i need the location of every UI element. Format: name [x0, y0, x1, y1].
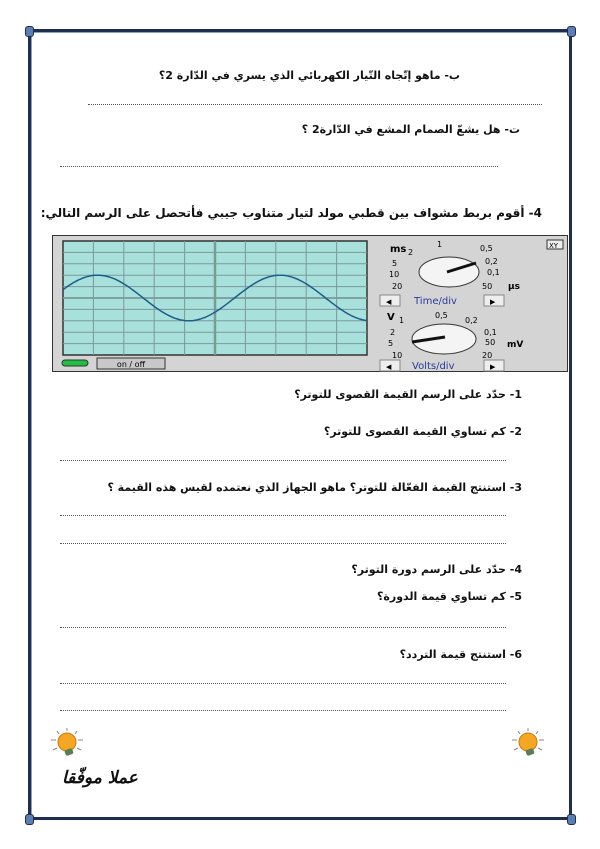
svg-text:0,5: 0,5	[435, 311, 448, 320]
border-corner	[25, 814, 34, 825]
svg-text:◀: ◀	[386, 298, 392, 306]
answer-line[interactable]	[60, 683, 506, 684]
svg-text:5: 5	[392, 259, 398, 268]
border-corner	[567, 814, 576, 825]
xy-label: XY	[549, 242, 559, 250]
volts-knob	[412, 324, 476, 354]
svg-text:0,1: 0,1	[484, 328, 497, 337]
svg-text:5: 5	[388, 339, 394, 348]
volts-div-label: Volts/div	[412, 361, 455, 372]
answer-line[interactable]	[60, 710, 506, 711]
time-div-label: Time/div	[414, 296, 457, 307]
question-t: ت- هل يشعّ الصمام المشع في الدّارة2 ؟	[301, 123, 520, 136]
svg-text:20: 20	[482, 351, 493, 360]
svg-text:◀: ◀	[386, 363, 392, 371]
answer-line[interactable]	[60, 627, 506, 628]
power-led	[62, 360, 88, 366]
item-6: 6- استنتج قيمة التردد؟	[399, 648, 522, 661]
svg-text:2: 2	[408, 248, 414, 257]
volt-unit-mv: mV	[507, 340, 524, 350]
border-corner	[25, 26, 34, 37]
svg-text:10: 10	[389, 270, 400, 279]
item-4: 4- حدّد على الرسم دورة التوتر؟	[351, 563, 522, 576]
svg-text:50: 50	[485, 338, 496, 347]
svg-text:▶: ▶	[490, 298, 496, 306]
lightbulb-icon	[511, 728, 545, 760]
lightbulb-icon	[50, 728, 84, 760]
oscilloscope-image	[52, 235, 568, 372]
item-5: 5- كم تساوي قيمة الدورة؟	[377, 590, 522, 603]
svg-text:20: 20	[392, 282, 403, 291]
answer-line[interactable]	[60, 515, 506, 516]
item-2: 2- كم تساوي القيمة القصوى للتوتر؟	[323, 425, 522, 438]
border-corner	[567, 26, 576, 37]
answer-line[interactable]	[88, 104, 542, 105]
svg-text:0,5: 0,5	[480, 244, 493, 253]
exercise-4-title: 4- أقوم بربط مشواف بين قطبي مولد لتيار متناوب جيبي فأتحصل على الرسم التالي:	[40, 206, 542, 220]
power-button-label: on / off	[116, 360, 146, 369]
footer-good-luck: عملا موفّقا	[62, 768, 138, 788]
svg-text:▶: ▶	[490, 363, 496, 371]
time-unit-ms: ms	[390, 244, 407, 255]
svg-text:10: 10	[392, 351, 403, 360]
item-3: 3- استنتج القيمة الفعّالة للتوتر؟ ماهو الجهاز الذي نعتمده لقيس هذه القيمة ؟	[107, 481, 522, 494]
answer-line[interactable]	[60, 166, 498, 167]
svg-text:1: 1	[437, 240, 443, 249]
oscilloscope-screen	[63, 241, 367, 355]
item-1: 1- حدّد على الرسم القيمة القصوى للتوتر؟	[294, 388, 522, 401]
svg-text:1: 1	[399, 316, 405, 325]
answer-line[interactable]	[60, 543, 506, 544]
svg-text:50: 50	[482, 282, 493, 291]
svg-text:0,1: 0,1	[487, 268, 500, 277]
volt-unit-v: V	[387, 312, 395, 323]
svg-text:0,2: 0,2	[485, 257, 498, 266]
svg-text:0,2: 0,2	[465, 316, 478, 325]
answer-line[interactable]	[60, 460, 506, 461]
time-unit-us: µs	[508, 282, 520, 292]
question-b: ب- ماهو إتّجاه التّيار الكهربائي الذي يسري في الدّارة 2؟	[158, 69, 460, 82]
svg-text:2: 2	[390, 328, 396, 337]
